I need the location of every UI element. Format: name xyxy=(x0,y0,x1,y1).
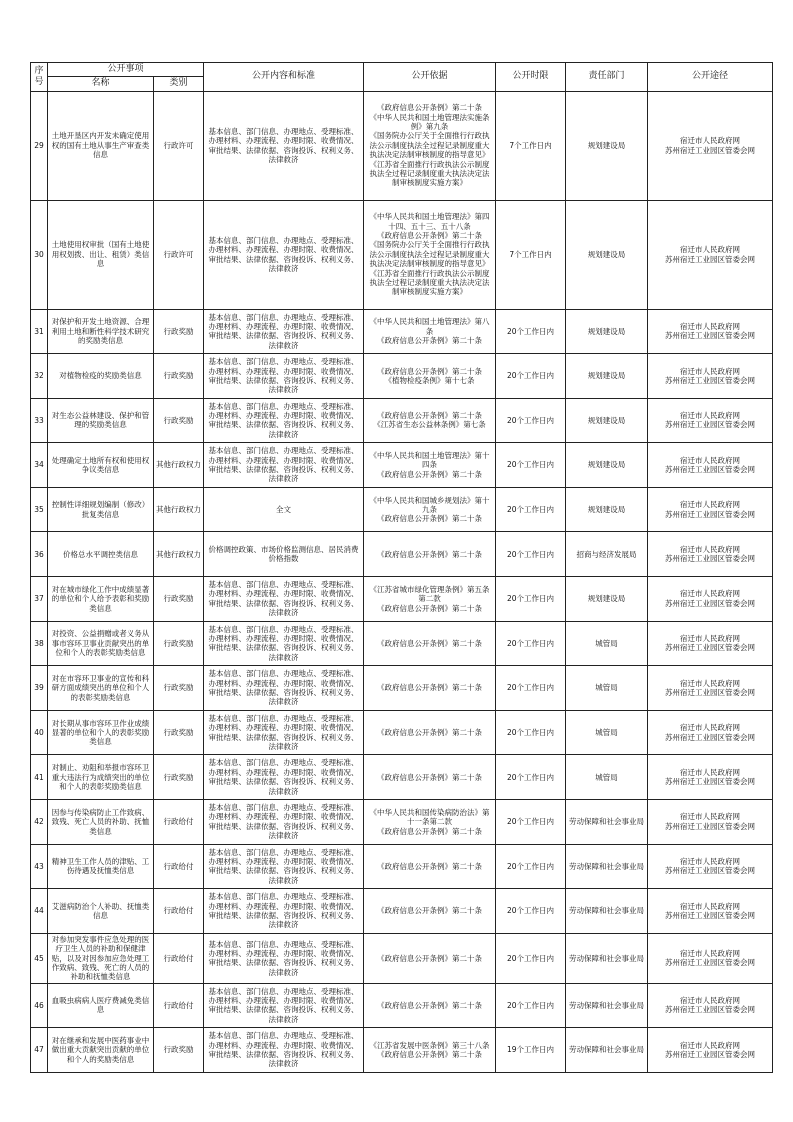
row-content: 基本信息、部门信息、办理地点、受理标准、办理材料、办理流程、办理时限、收费情况、审批结果、法律依据、咨询投诉、权利义务、法律救济 xyxy=(204,354,364,399)
row-time: 20个工作日内 xyxy=(496,354,566,399)
row-name: 对制止、劝阻和举报市容环卫重大违法行为成绩突出的单位和个人的表彰奖励类信息 xyxy=(48,755,154,800)
basis-line: 《中华人民共和国土地管理法》第十四条 xyxy=(369,451,490,470)
row-category: 行政给付 xyxy=(154,800,204,845)
row-no: 37 xyxy=(31,577,48,622)
row-name: 处理确定土地所有权和使用权争议类信息 xyxy=(48,443,154,488)
header-public-item: 公开事项 xyxy=(48,63,204,77)
row-time: 7个工作日内 xyxy=(496,200,566,309)
table-row xyxy=(31,443,773,488)
row-no: 33 xyxy=(31,398,48,443)
header-content: 公开内容和标准 xyxy=(204,63,364,92)
row-dept: 城管局 xyxy=(566,621,648,666)
row-category: 行政奖励 xyxy=(154,398,204,443)
row-name: 对长期从事市容环卫作业成绩显著的单位和个人的表彰奖励类信息 xyxy=(48,710,154,755)
row-name: 对在继承和发展中医药事业中做出重大贡献突出贡献的单位和个人的奖励类信息 xyxy=(48,1028,154,1073)
channel-line: 苏州宿迁工业园区管委会网 xyxy=(665,777,756,787)
row-name: 对投资、公益捐赠或者义务从事市容环卫事业贡献突出的单位和个人的表彰奖励类信息 xyxy=(48,621,154,666)
table-row xyxy=(31,889,773,934)
row-basis xyxy=(364,621,496,666)
row-dept: 城管局 xyxy=(566,755,648,800)
row-basis xyxy=(364,710,496,755)
row-category: 行政奖励 xyxy=(154,666,204,711)
basis-line: 《政府信息公开条例》第二十条 xyxy=(377,514,483,524)
row-category: 行政给付 xyxy=(154,889,204,934)
row-basis xyxy=(364,983,496,1028)
row-no: 35 xyxy=(31,487,48,532)
row-no: 36 xyxy=(31,532,48,577)
row-dept: 招商与经济发展局 xyxy=(566,532,648,577)
row-basis xyxy=(364,577,496,622)
channel-line: 宿迁市人民政府网 xyxy=(680,857,741,867)
channel-line: 苏州宿迁工业园区管委会网 xyxy=(665,509,756,519)
row-basis xyxy=(364,309,496,354)
channel-line: 宿迁市人民政府网 xyxy=(680,589,741,599)
row-basis xyxy=(364,443,496,488)
table-row xyxy=(31,398,773,443)
row-time: 20个工作日内 xyxy=(496,666,566,711)
row-time: 20个工作日内 xyxy=(496,889,566,934)
row-content: 基本信息、部门信息、办理地点、受理标准、办理材料、办理流程、办理时限、收费情况、审批结果、法律依据、咨询投诉、权利义务、法律救济 xyxy=(204,755,364,800)
row-basis xyxy=(364,844,496,889)
row-no: 45 xyxy=(31,933,48,983)
basis-line: 《江苏省城市绿化管理条例》第五条第二款 xyxy=(369,584,490,604)
row-basis xyxy=(364,487,496,532)
basis-line: 《政府信息公开条例》第二十条 xyxy=(377,231,483,241)
channel-line: 宿迁市人民政府网 xyxy=(680,723,741,733)
basis-line: 《中华人民共和国传染病防治法》第十一条第二款 xyxy=(369,807,490,827)
row-name: 血吸虫病病人医疗费减免类信息 xyxy=(48,983,154,1028)
basis-line: 《国务院办公厅关于全面推行行政执法公示制度执法全过程记录制度重大执法决定法制审核制度的指导意见》 xyxy=(369,131,490,160)
channel-line: 苏州宿迁工业园区管委会网 xyxy=(665,732,756,742)
channel-line: 宿迁市人民政府网 xyxy=(680,321,741,331)
row-content: 基本信息、部门信息、办理地点、受理标准、办理材料、办理流程、办理时限、收费情况、审批结果、法律依据、咨询投诉、权利义务、法律救济 xyxy=(204,398,364,443)
row-dept: 劳动保障和社会事业局 xyxy=(566,800,648,845)
row-time: 19个工作日内 xyxy=(496,1028,566,1073)
row-content: 基本信息、部门信息、办理地点、受理标准、办理材料、办理流程、办理时限、收费情况、审批结果、法律依据、咨询投诉、权利义务、法律救济 xyxy=(204,800,364,845)
row-content: 基本信息、部门信息、办理地点、受理标准、办理材料、办理流程、办理时限、收费情况、审批结果、法律依据、咨询投诉、权利义务、法律救济 xyxy=(204,710,364,755)
basis-line: 《政府信息公开条例》第二十条 xyxy=(377,683,483,693)
row-category: 行政奖励 xyxy=(154,577,204,622)
channel-line: 宿迁市人民政府网 xyxy=(680,366,741,376)
table-row xyxy=(31,532,773,577)
row-name: 对在城市绿化工作中成绩显著的单位和个人给予表彰和奖励类信息 xyxy=(48,577,154,622)
basis-line: 《江苏省全面推行行政执法公示制度执法全过程记录制度重大执法决定法制审核制度实施方案》 xyxy=(369,159,490,188)
row-category: 其他行政权力 xyxy=(154,443,204,488)
basis-line: 《政府信息公开条例》第二十条 xyxy=(377,638,483,648)
channel-line: 苏州宿迁工业园区管委会网 xyxy=(665,554,756,564)
row-channel xyxy=(648,200,773,309)
header-basis: 公开依据 xyxy=(364,63,496,92)
basis-line: 《江苏省生态公益林条例》第七条 xyxy=(373,420,486,430)
basis-line: 《政府信息公开条例》第二十条 xyxy=(377,953,483,963)
row-content: 基本信息、部门信息、办理地点、受理标准、办理材料、办理流程、办理时限、收费情况、审批结果、法律依据、咨询投诉、权利义务、法律救济 xyxy=(204,844,364,889)
basis-line: 《国务院办公厅关于全面推行行政执法公示制度执法全过程记录制度重大执法决定法制审核制度的指导意见》 xyxy=(369,240,490,269)
row-dept: 规划建设局 xyxy=(566,577,648,622)
header-dept: 责任部门 xyxy=(566,63,648,92)
row-content: 基本信息、部门信息、办理地点、受理标准、办理材料、办理流程、办理时限、收费情况、审批结果、法律依据、咨询投诉、权利义务、法律救济 xyxy=(204,983,364,1028)
row-dept: 规划建设局 xyxy=(566,309,648,354)
basis-line: 《政府信息公开条例》第二十条 xyxy=(377,366,483,376)
row-no: 42 xyxy=(31,800,48,845)
basis-line: 《政府信息公开条例》第二十条 xyxy=(377,549,483,559)
basis-line: 《中华人民共和国城乡规划法》第十九条 xyxy=(369,495,490,514)
row-channel xyxy=(648,621,773,666)
header-time: 公开时限 xyxy=(496,63,566,92)
row-time: 20个工作日内 xyxy=(496,621,566,666)
table-row xyxy=(31,354,773,399)
row-name: 土地开垦区内开发未确定使用权的国有土地从事生产审查类信息 xyxy=(48,91,154,200)
table-row xyxy=(31,1028,773,1073)
row-content: 基本信息、部门信息、办理地点、受理标准、办理材料、办理流程、办理时限、收费情况、审批结果、法律依据、咨询投诉、权利义务、法律救济 xyxy=(204,933,364,983)
table-row xyxy=(31,755,773,800)
row-basis xyxy=(364,354,496,399)
basis-line: 《政府信息公开条例》第二十条 xyxy=(377,906,483,916)
basis-line: 《政府信息公开条例》第二十条 xyxy=(377,1000,483,1010)
row-time: 7个工作日内 xyxy=(496,91,566,200)
row-category: 行政给付 xyxy=(154,844,204,889)
channel-line: 苏州宿迁工业园区管委会网 xyxy=(665,598,756,608)
channel-line: 苏州宿迁工业园区管委会网 xyxy=(665,1005,756,1015)
channel-line: 苏州宿迁工业园区管委会网 xyxy=(665,866,756,876)
basis-line: 《政府信息公开条例》第二十条 xyxy=(377,469,483,479)
row-channel xyxy=(648,398,773,443)
row-time: 20个工作日内 xyxy=(496,532,566,577)
row-name: 艾滋病防治个人补助、抚恤类信息 xyxy=(48,889,154,934)
row-content: 基本信息、部门信息、办理地点、受理标准、办理材料、办理流程、办理时限、收费情况、审批结果、法律依据、咨询投诉、权利义务、法律救济 xyxy=(204,621,364,666)
channel-line: 苏州宿迁工业园区管委会网 xyxy=(665,254,756,264)
row-dept: 城管局 xyxy=(566,666,648,711)
row-channel xyxy=(648,983,773,1028)
basis-line: 《中华人民共和国土地管理法实施条例》第九条 xyxy=(369,112,490,132)
basis-line: 《政府信息公开条例》第二十条 xyxy=(377,411,483,421)
row-category: 行政奖励 xyxy=(154,755,204,800)
table-row xyxy=(31,666,773,711)
row-channel xyxy=(648,91,773,200)
table-row xyxy=(31,800,773,845)
row-content: 基本信息、部门信息、办理地点、受理标准、办理材料、办理流程、办理时限、收费情况、审批结果、法律依据、咨询投诉、权利义务、法律救济 xyxy=(204,889,364,934)
row-category: 行政奖励 xyxy=(154,621,204,666)
row-no: 46 xyxy=(31,983,48,1028)
row-content: 基本信息、部门信息、办理地点、受理标准、办理材料、办理流程、办理时限、收费情况、审批结果、法律依据、咨询投诉、权利义务、法律救济 xyxy=(204,577,364,622)
row-category: 行政奖励 xyxy=(154,710,204,755)
row-no: 40 xyxy=(31,710,48,755)
row-no: 34 xyxy=(31,443,48,488)
row-no: 32 xyxy=(31,354,48,399)
row-channel xyxy=(648,354,773,399)
table-row xyxy=(31,844,773,889)
channel-line: 宿迁市人民政府网 xyxy=(680,812,741,822)
header-name: 名称 xyxy=(48,77,154,91)
channel-line: 宿迁市人民政府网 xyxy=(680,411,741,421)
row-content: 全文 xyxy=(204,487,364,532)
channel-line: 苏州宿迁工业园区管委会网 xyxy=(665,911,756,921)
row-name: 对植物检疫的奖励类信息 xyxy=(48,354,154,399)
row-dept: 劳动保障和社会事业局 xyxy=(566,1028,648,1073)
row-name: 对参加突发事件应急处理的医疗卫生人员的补助和保健津贴，以及对因参加应急处理工作致病、致残、死亡的人员的补助和抚恤类信息 xyxy=(48,933,154,983)
channel-line: 苏州宿迁工业园区管委会网 xyxy=(665,375,756,385)
row-time: 20个工作日内 xyxy=(496,398,566,443)
table-row xyxy=(31,309,773,354)
channel-line: 苏州宿迁工业园区管委会网 xyxy=(665,145,756,155)
row-no: 43 xyxy=(31,844,48,889)
row-basis xyxy=(364,1028,496,1073)
basis-line: 《政府信息公开条例》第二十条 xyxy=(377,335,483,345)
header-category: 类别 xyxy=(154,77,204,91)
row-channel xyxy=(648,443,773,488)
row-name: 精神卫生工作人员的津贴、工伤待遇及抚恤类信息 xyxy=(48,844,154,889)
row-name: 对生态公益林建设、保护和管理的奖励类信息 xyxy=(48,398,154,443)
row-dept: 规划建设局 xyxy=(566,200,648,309)
row-basis xyxy=(364,91,496,200)
row-name: 价格总水平调控类信息 xyxy=(48,532,154,577)
row-category: 行政给付 xyxy=(154,933,204,983)
row-category: 其他行政权力 xyxy=(154,487,204,532)
row-no: 47 xyxy=(31,1028,48,1073)
row-time: 20个工作日内 xyxy=(496,443,566,488)
channel-line: 宿迁市人民政府网 xyxy=(680,500,741,510)
row-category: 其他行政权力 xyxy=(154,532,204,577)
row-basis xyxy=(364,800,496,845)
row-channel xyxy=(648,710,773,755)
channel-line: 苏州宿迁工业园区管委会网 xyxy=(665,465,756,475)
row-channel xyxy=(648,309,773,354)
row-content: 基本信息、部门信息、办理地点、受理标准、办理材料、办理流程、办理时限、收费情况、审批结果、法律依据、咨询投诉、权利义务、法律救济 xyxy=(204,666,364,711)
row-no: 31 xyxy=(31,309,48,354)
row-content: 基本信息、部门信息、办理地点、受理标准、办理材料、办理流程、办理时限、收费情况、审批结果、法律依据、咨询投诉、权利义务、法律救济 xyxy=(204,91,364,200)
row-category: 行政许可 xyxy=(154,91,204,200)
basis-line: 《江苏省全面推行行政执法公示制度执法全过程记录制度重大执法决定法制审核制度实施方案》 xyxy=(369,268,490,297)
basis-line: 《政府信息公开条例》第二十条 xyxy=(377,603,483,613)
table-row xyxy=(31,91,773,200)
row-dept: 劳动保障和社会事业局 xyxy=(566,983,648,1028)
channel-line: 苏州宿迁工业园区管委会网 xyxy=(665,958,756,968)
row-basis xyxy=(364,889,496,934)
row-time: 20个工作日内 xyxy=(496,983,566,1028)
basis-line: 《中华人民共和国土地管理法》第八条 xyxy=(369,317,490,336)
row-dept: 规划建设局 xyxy=(566,487,648,532)
row-time: 20个工作日内 xyxy=(496,844,566,889)
row-basis xyxy=(364,532,496,577)
row-dept: 规划建设局 xyxy=(566,443,648,488)
row-basis xyxy=(364,933,496,983)
table-row xyxy=(31,983,773,1028)
row-dept: 规划建设局 xyxy=(566,91,648,200)
row-content: 基本信息、部门信息、办理地点、受理标准、办理材料、办理流程、办理时限、收费情况、审批结果、法律依据、咨询投诉、权利义务、法律救济 xyxy=(204,309,364,354)
channel-line: 宿迁市人民政府网 xyxy=(680,544,741,554)
row-channel xyxy=(648,755,773,800)
channel-line: 宿迁市人民政府网 xyxy=(680,948,741,958)
disclosure-table xyxy=(30,62,773,1073)
row-channel xyxy=(648,487,773,532)
channel-line: 苏州宿迁工业园区管委会网 xyxy=(665,821,756,831)
basis-line: 《江苏省发展中医条例》第三十八条 xyxy=(369,1040,490,1050)
row-time: 20个工作日内 xyxy=(496,577,566,622)
channel-line: 宿迁市人民政府网 xyxy=(680,245,741,255)
channel-line: 宿迁市人民政府网 xyxy=(680,1040,741,1050)
row-no: 30 xyxy=(31,200,48,309)
row-time: 20个工作日内 xyxy=(496,309,566,354)
basis-line: 《政府信息公开条例》第二十条 xyxy=(377,103,483,113)
channel-line: 苏州宿迁工业园区管委会网 xyxy=(665,420,756,430)
basis-line: 《政府信息公开条例》第二十条 xyxy=(377,826,483,836)
table-row xyxy=(31,710,773,755)
row-category: 行政奖励 xyxy=(154,309,204,354)
header-no: 序号 xyxy=(31,63,48,92)
header-channel: 公开途径 xyxy=(648,63,773,92)
row-basis xyxy=(364,755,496,800)
row-content: 价格调控政策、市场价格监测信息、居民消费价格指数 xyxy=(204,532,364,577)
row-dept: 规划建设局 xyxy=(566,354,648,399)
row-no: 44 xyxy=(31,889,48,934)
row-category: 行政奖励 xyxy=(154,1028,204,1073)
row-channel xyxy=(648,933,773,983)
row-category: 行政许可 xyxy=(154,200,204,309)
row-no: 41 xyxy=(31,755,48,800)
row-dept: 劳动保障和社会事业局 xyxy=(566,844,648,889)
channel-line: 宿迁市人民政府网 xyxy=(680,455,741,465)
channel-line: 苏州宿迁工业园区管委会网 xyxy=(665,643,756,653)
row-channel xyxy=(648,532,773,577)
channel-line: 宿迁市人民政府网 xyxy=(680,136,741,146)
table-row xyxy=(31,487,773,532)
channel-line: 苏州宿迁工业园区管委会网 xyxy=(665,331,756,341)
channel-line: 苏州宿迁工业园区管委会网 xyxy=(665,688,756,698)
row-name: 对保护和开发土地资源、合理利用土地和断性科学技术研究的奖励类信息 xyxy=(48,309,154,354)
row-content: 基本信息、部门信息、办理地点、受理标准、办理材料、办理流程、办理时限、收费情况、审批结果、法律依据、咨询投诉、权利义务、法律救济 xyxy=(204,1028,364,1073)
row-category: 行政奖励 xyxy=(154,354,204,399)
row-basis xyxy=(364,666,496,711)
row-no: 38 xyxy=(31,621,48,666)
channel-line: 宿迁市人民政府网 xyxy=(680,996,741,1006)
table-row xyxy=(31,577,773,622)
row-time: 20个工作日内 xyxy=(496,710,566,755)
row-content: 基本信息、部门信息、办理地点、受理标准、办理材料、办理流程、办理时限、收费情况、审批结果、法律依据、咨询投诉、权利义务、法律救济 xyxy=(204,443,364,488)
row-channel xyxy=(648,666,773,711)
row-channel xyxy=(648,1028,773,1073)
basis-line: 《政府信息公开条例》第二十条 xyxy=(377,772,483,782)
row-channel xyxy=(648,800,773,845)
row-name: 因参与传染病防止工作致病、致残、死亡人员的补助、抚恤类信息 xyxy=(48,800,154,845)
table-row xyxy=(31,933,773,983)
row-time: 20个工作日内 xyxy=(496,755,566,800)
row-dept: 城管局 xyxy=(566,710,648,755)
row-no: 39 xyxy=(31,666,48,711)
basis-line: 《中华人民共和国土地管理法》第四十四、五十三、五十八条 xyxy=(369,212,490,231)
basis-line: 《政府信息公开条例》第二十条 xyxy=(377,727,483,737)
row-time: 20个工作日内 xyxy=(496,800,566,845)
row-no: 29 xyxy=(31,91,48,200)
row-category: 行政给付 xyxy=(154,983,204,1028)
row-time: 20个工作日内 xyxy=(496,487,566,532)
row-dept: 规划建设局 xyxy=(566,398,648,443)
channel-line: 宿迁市人民政府网 xyxy=(680,901,741,911)
row-dept: 劳动保障和社会事业局 xyxy=(566,933,648,983)
channel-line: 宿迁市人民政府网 xyxy=(680,634,741,644)
table-row xyxy=(31,621,773,666)
row-content: 基本信息、部门信息、办理地点、受理标准、办理材料、办理流程、办理时限、收费情况、审批结果、法律依据、咨询投诉、权利义务、法律救济 xyxy=(204,200,364,309)
channel-line: 宿迁市人民政府网 xyxy=(680,767,741,777)
row-channel xyxy=(648,889,773,934)
row-name: 对在市容环卫事业的宣传和科研方面成绩突出的单位和个人的表彰奖励类信息 xyxy=(48,666,154,711)
row-dept: 劳动保障和社会事业局 xyxy=(566,889,648,934)
basis-line: 《政府信息公开条例》第二十条 xyxy=(377,1050,483,1060)
channel-line: 苏州宿迁工业园区管委会网 xyxy=(665,1050,756,1060)
basis-line: 《植物检疫条例》第十七条 xyxy=(384,375,475,385)
table-row xyxy=(31,200,773,309)
row-name: 控制性详细规划编制（修改）批复类信息 xyxy=(48,487,154,532)
row-time: 20个工作日内 xyxy=(496,933,566,983)
row-channel xyxy=(648,577,773,622)
row-basis xyxy=(364,200,496,309)
row-name: 土地使用权审批（国有土地使用权划拨、出让、租赁）类信息 xyxy=(48,200,154,309)
basis-line: 《政府信息公开条例》第二十条 xyxy=(377,861,483,871)
row-basis xyxy=(364,398,496,443)
row-channel xyxy=(648,844,773,889)
channel-line: 宿迁市人民政府网 xyxy=(680,678,741,688)
